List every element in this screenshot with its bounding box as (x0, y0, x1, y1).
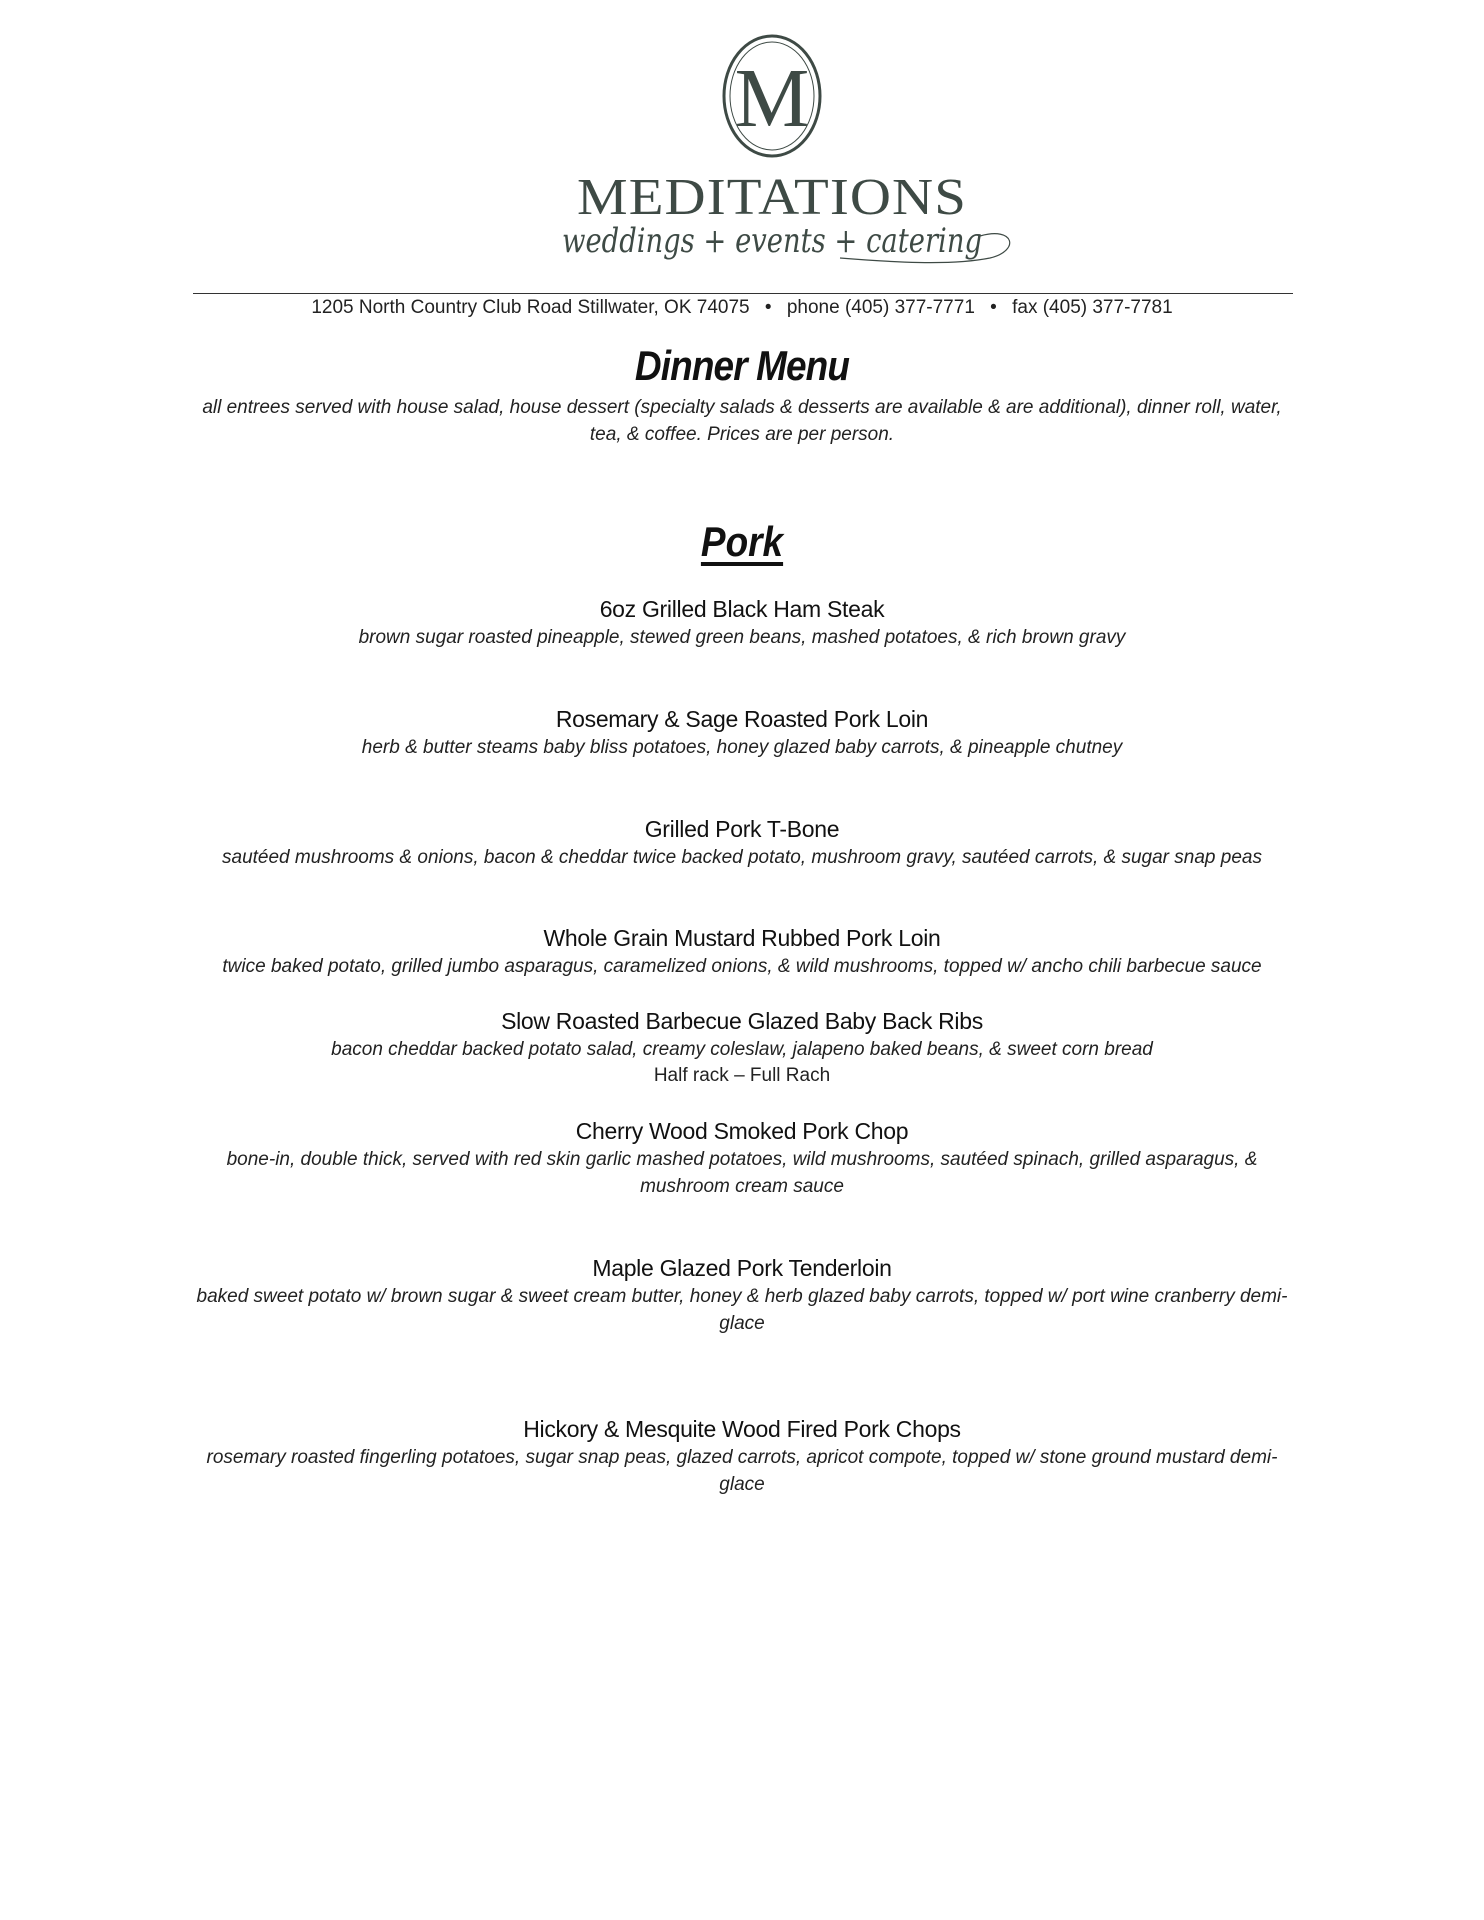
menu-intro: all entrees served with house salad, house dessert (specialty salads & desserts are available & are additional), dinner roll, water, tea, & coffee. Prices are per person. (202, 397, 1282, 445)
menu-item (190, 1116, 1294, 1200)
menu-item-description: twice baked potato, grilled jumbo asparagus, caramelized onions, & wild mushrooms, topped w/ ancho chili barbecue sauce (222, 956, 1262, 977)
menu-item (190, 814, 1294, 871)
menu-item (190, 1253, 1294, 1337)
menu-item-name: 6oz Grilled Black Ham Steak (599, 596, 885, 622)
menu-item-description: herb & butter steams baby bliss potatoes, honey glazed baby carrots, & pineapple chutney (361, 737, 1123, 758)
menu-item-name: Whole Grain Mustard Rubbed Pork Loin (543, 925, 941, 951)
menu-item (190, 1414, 1294, 1498)
menu-item-description: bone-in, double thick, served with red skin garlic mashed potatoes, wild mushrooms, sautéed spinach, grilled asparagus, & mushroom cream sauce (226, 1149, 1258, 1197)
address-text: 1205 North Country Club Road Stillwater, OK 74075 (311, 297, 750, 318)
menu-item (190, 594, 1294, 651)
logo-brand: MEDITATIONS (577, 169, 967, 226)
section-title-pork: Pork (700, 518, 784, 565)
menu-item (190, 704, 1294, 761)
bullet-separator: • (764, 297, 772, 318)
menu-title: Dinner Menu (634, 342, 850, 389)
logo-graphic (510, 26, 1040, 276)
logo-tagline: weddings + events + catering (562, 221, 982, 261)
fax-text: fax (405) 377-7781 (1012, 297, 1173, 318)
logo-monogram: M (734, 52, 810, 145)
menu-item-name: Cherry Wood Smoked Pork Chop (575, 1118, 909, 1144)
menu-item-description: sautéed mushrooms & onions, bacon & cheddar twice backed potato, mushroom gravy, sautéed carrots, & sugar snap peas (222, 847, 1262, 868)
menu-item (190, 1006, 1294, 1089)
header-divider (193, 293, 1293, 294)
menu-item-name: Grilled Pork T-Bone (644, 816, 840, 842)
menu-item-description: rosemary roasted fingerling potatoes, sugar snap peas, glazed carrots, apricot compote, topped w/ stone ground mustard demi-glace (206, 1447, 1278, 1495)
menu-item-name: Hickory & Mesquite Wood Fired Pork Chops (523, 1416, 961, 1442)
menu-item-name: Rosemary & Sage Roasted Pork Loin (555, 706, 929, 732)
phone-text: phone (405) 377-7771 (786, 297, 975, 318)
menu-item-description: baked sweet potato w/ brown sugar & sweet cream butter, honey & herb glazed baby carrots, topped w/ port wine cranberry demi-glace (196, 1286, 1288, 1334)
meditations-logo (510, 26, 1040, 276)
menu-item-portion-note: Half rack – Full Rach (653, 1065, 831, 1086)
menu-item-name: Maple Glazed Pork Tenderloin (592, 1255, 892, 1281)
bullet-separator: • (990, 297, 997, 318)
menu-item-description: bacon cheddar backed potato salad, creamy coleslaw, jalapeno baked beans, & sweet corn bread (331, 1039, 1153, 1060)
menu-item (190, 923, 1294, 980)
menu-item-description: brown sugar roasted pineapple, stewed green beans, mashed potatoes, & rich brown gravy (358, 627, 1126, 648)
contact-line (0, 297, 1484, 319)
menu-item-name: Slow Roasted Barbecue Glazed Baby Back Ribs (501, 1008, 983, 1034)
